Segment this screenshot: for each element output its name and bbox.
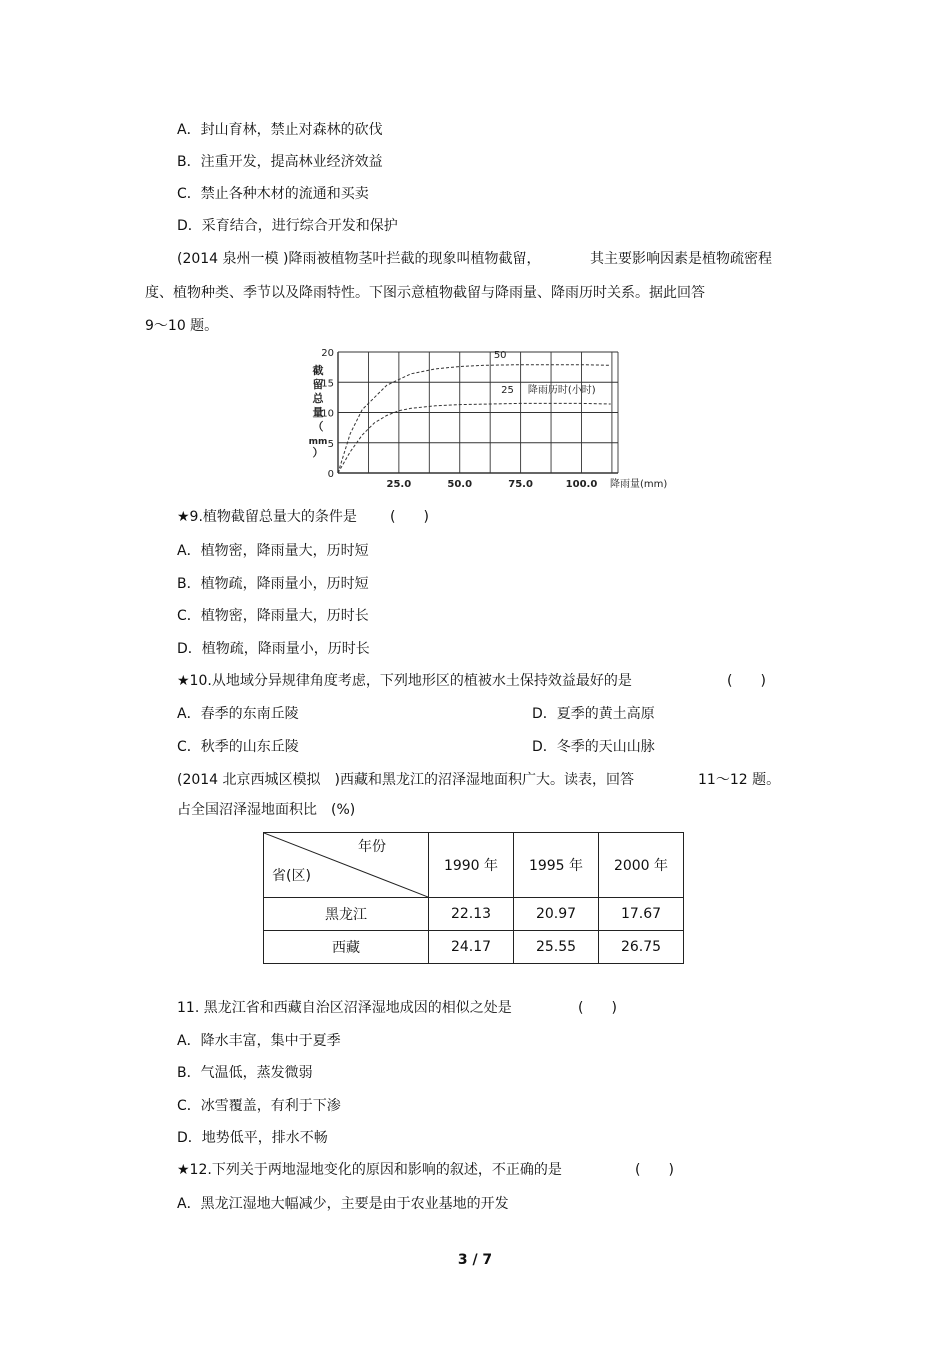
table-caption: 占全国沼泽湿地面积比 (%)	[177, 802, 356, 818]
q12-option-a: A．黑龙江湿地大幅减少，主要是由于农业基地的开发	[177, 1196, 509, 1212]
y-label-char: mm	[308, 437, 328, 447]
page-number: 3 / 7	[457, 1252, 493, 1268]
table-corner-cell	[264, 833, 429, 898]
row-name: 黑龙江	[264, 898, 429, 931]
q10-option-4: D．冬季的天山山脉	[532, 739, 655, 755]
row-value: 20.97	[514, 898, 599, 931]
corner-label-province: 省(区)	[272, 868, 311, 884]
q10-paren: ( )	[727, 673, 766, 689]
intro-9-10-line1b: 其主要影响因素是植物疏密程	[590, 251, 772, 267]
y-tick-label: 5	[327, 438, 334, 450]
row-value: 17.67	[599, 898, 684, 931]
q9-paren: ( )	[390, 509, 429, 525]
wetland-table	[263, 832, 684, 964]
q10-option-1: A．春季的东南丘陵	[177, 706, 299, 722]
q11-option-d: D．地势低平，排水不畅	[177, 1130, 328, 1146]
q9-stem: ★9.植物截留总量大的条件是	[177, 509, 357, 525]
series-lines	[338, 350, 611, 473]
q8-option-a: A．封山育林，禁止对森林的砍伐	[177, 122, 383, 138]
intro-9-10-line3: 9～10 题。	[145, 318, 219, 334]
intro-9-10-line2: 度、植物种类、季节以及降雨特性。下图示意植物截留与降雨量、降雨历时关系。据此回答	[145, 285, 705, 301]
interception-chart	[300, 344, 690, 494]
intro-11-12-line1b: 11～12 题。	[698, 772, 781, 788]
table-row	[264, 931, 684, 964]
row-value: 25.55	[514, 931, 599, 964]
x-tick-label: 75.0	[508, 479, 533, 490]
q11-option-b: B．气温低，蒸发微弱	[177, 1065, 313, 1081]
y-label-char: 截	[312, 364, 324, 377]
q9-option-c: C．植物密，降雨量大，历时长	[177, 608, 369, 624]
y-label-char: 总	[312, 392, 324, 405]
q9-option-d: D．植物疏，降雨量小，历时长	[177, 641, 370, 657]
q8-option-c: C．禁止各种木材的流通和买卖	[177, 186, 369, 202]
q10-option-3: C．秋季的山东丘陵	[177, 739, 299, 755]
q12-stem: ★12.下列关于两地湿地变化的原因和影响的叙述，不正确的是	[177, 1162, 562, 1178]
series-line	[338, 365, 611, 473]
row-value: 22.13	[429, 898, 514, 931]
intro-9-10-line1a: (2014 泉州一模 )降雨被植物茎叶拦截的现象叫植物截留，	[177, 251, 541, 267]
intro-11-12-line1a: (2014 北京西城区模拟 )西藏和黑龙江的沼泽湿地面积广大。读表，回答	[177, 772, 635, 788]
q8-option-d: D．采育结合，进行综合开发和保护	[177, 218, 398, 234]
y-tick-label: 10	[321, 408, 334, 420]
chart-grid	[338, 352, 618, 473]
x-tick-label: 50.0	[447, 479, 473, 490]
x-tick-labels	[387, 479, 598, 490]
year-header-1995: 1995 年	[514, 833, 599, 898]
row-value: 24.17	[429, 931, 514, 964]
legend-title: 降雨历时(小时)	[527, 385, 596, 397]
year-header-2000: 2000 年	[599, 833, 684, 898]
corner-label-year: 年份	[358, 839, 386, 855]
q9-option-b: B．植物疏，降雨量小，历时短	[177, 576, 369, 592]
x-axis-label: 降雨量(mm)	[610, 479, 668, 490]
y-label-char: ）	[312, 446, 324, 459]
q10-stem: ★10.从地域分异规律角度考虑，下列地形区的植被水土保持效益最好的是	[177, 673, 632, 689]
q11-option-a: A．降水丰富，集中于夏季	[177, 1033, 341, 1049]
q10-option-2: D．夏季的黄土高原	[532, 706, 655, 722]
q11-paren: ( )	[578, 1000, 617, 1016]
series-line	[338, 403, 611, 473]
y-label-char: 量	[312, 406, 324, 419]
q11-option-c: C．冰雪覆盖，有利于下渗	[177, 1098, 341, 1114]
series-label: 50	[493, 350, 507, 362]
row-value: 26.75	[599, 931, 684, 964]
q11-stem: 11. 黑龙江省和西藏自治区沼泽湿地成因的相似之处是	[177, 1000, 512, 1016]
series-label: 25	[501, 385, 514, 397]
y-tick-label: 0	[327, 469, 334, 480]
table-row	[264, 898, 684, 931]
y-label-char: （	[312, 420, 324, 433]
q9-option-a: A．植物密，降雨量大，历时短	[177, 543, 369, 559]
row-name: 西藏	[264, 931, 429, 964]
q12-paren: ( )	[635, 1162, 674, 1178]
y-tick-label: 15	[321, 378, 334, 390]
x-tick-label: 25.0	[386, 479, 412, 490]
y-label-char: 留	[312, 378, 324, 391]
q8-option-b: B．注重开发，提高林业经济效益	[177, 154, 383, 170]
x-tick-label: 100.0	[565, 479, 598, 490]
y-tick-label: 20	[321, 348, 334, 359]
year-header-1990: 1990 年	[429, 833, 514, 898]
